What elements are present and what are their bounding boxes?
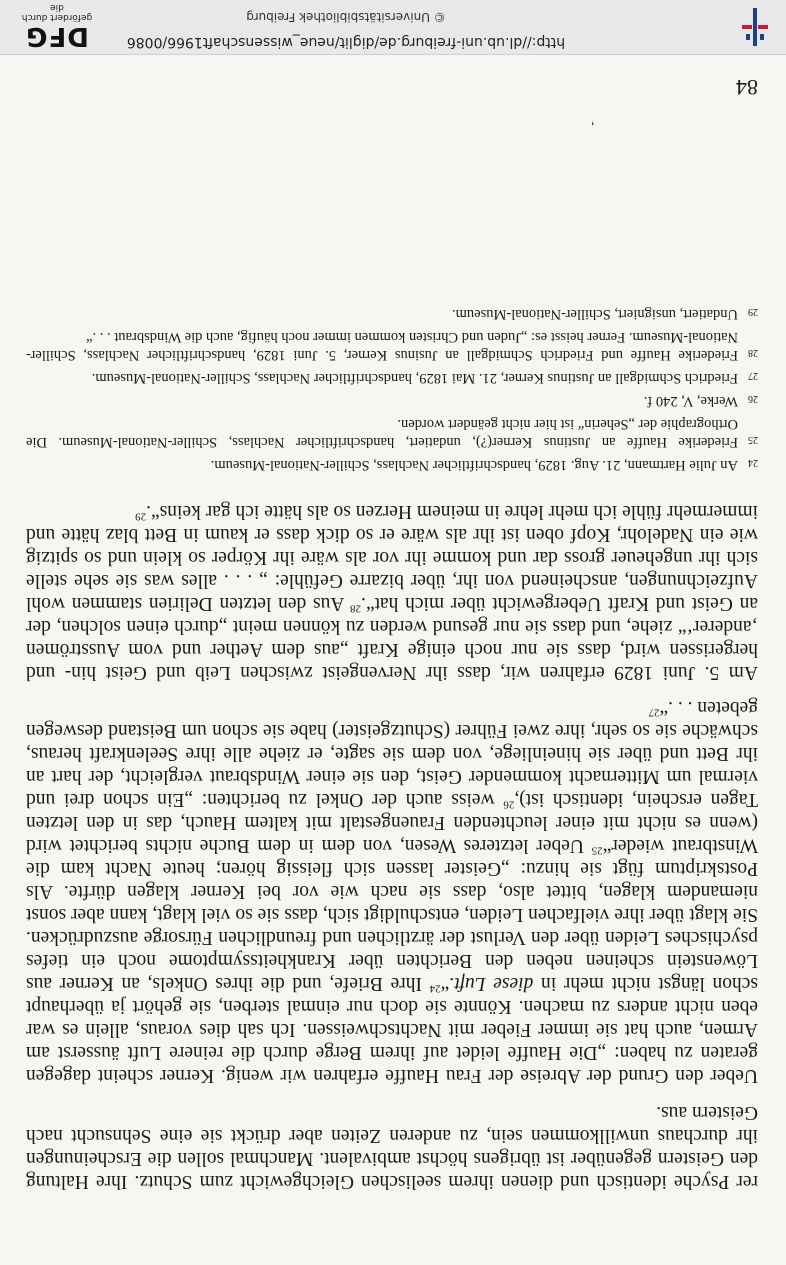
paragraph-3-text-a: Am 5. Juni 1829 erfahren wir, dass ihr Nervengeist zwischen Leib und Geist hin- und hergerissen wird, dass sie nur noch einige Kraft „aus dem Aether und vom Ausströmen ‚anderer‘“ ziehe, und dass sie nur gesund werden zu können meint „durch einen solchen, der an Geist und Kraft Uebergewicht über mich hat“. [26,593,758,683]
dfg-logo-text: DFG [25,21,89,51]
paragraph-2-text-d: weiss auch der Onkel zu berichten: „Ein schon drei und viermal um Mitternacht kommender Geist, den sie einer Windsbraut vergleicht, der hart an ihr Bett und über sie hineinliege, von dem sie sagte, er ziehe alle ihre Seelenkraft heraus, schwäche sie so sehr, ihre zwei Führer (Schutzgeister) habe sie schon um Beistand deswegen gebeten . . .“ [25,697,758,810]
footnote-ref-26: 26 [503,798,515,811]
page-number: 84 [736,75,758,100]
footnote-text: Friederike Hauffe und Friedrich Schmidgall an Jusinus Kerner, 5. Juni 1829, handschriftlicher Nachlass, Schiller-National-Museum. Ferner heisst es: „Juden und Christen kommen immer noch häufig, auch die Windsbraut . . .“ [26,329,738,363]
footnote-ref-25: 25 [591,844,603,857]
footnote-ref-27: 27 [648,706,660,719]
stray-mark: ' [591,112,594,127]
footnote [26,415,758,451]
footnote [26,305,758,323]
paragraph-2-text-b: Ihre Briefe, und die ihres Onkels, an Kerner aus Löwenstein scheinen neben den Berichten über Krankheitssymptome noch ein tiefes psychisches Leiden über den Verlust der ärztlichen und freundlichen Fürsorge auszudrücken. Sie klagt über ihre vielfachen Leiden, entschuldigt sich, dass sie so viel klagt, kann aber sonst niemandem klagen, bittet also, dass sie nach wie vor bei Kerner klagen dürfte. Als Postskriptum fügt sie hinzu: „Geister lassen sich fleissig hören; heute Nacht kam die Winstbraut wieder“ [26,835,758,994]
footnote-number: 26 [748,393,758,404]
page-body [26,300,758,1193]
paragraph-2-text-c: Ueber letzteres Wesen, von dem in dem Buche nichts berichtet wird (wenn es nicht mit einer leuchtenden Frauengestalt mit kaltem Hauch, das in den letzten Tagen erschein, identisch ist), [26,789,758,856]
paragraph-3-text-b: Aus den letzten Delirien stammen wohl Aufzeichnungen, anscheinend von ihr, über bizarre Gefühle: „ . . . alles was sie sehe stelle sich ihr ungeheuer gross dar und komme ihr vor als wäre ihr Körper so klein und so spitzig wie ein Nadelohr, Kopf oben ist ihr als wäre er so dick dass er kaum in Bett blaz hätte und immermehr fühle ich mehr lehre in meinem Herzen so als hätte ich gar keins“. [26,501,758,614]
paragraph-2: Ueber den Grund der Abreise der Frau Hauffe erfahren wir wenig. Kerner scheint dagegen geraten zu haben: „Die Hauffe leidet auf ihrem Berge durch die reinere Luft äusserst am Armen, auch hat sie immer Fieber mit Nachtschweissen. Ich sah dies voraus, allein es war eben nicht anders zu machen. Könnte sie doch nur einmal sterben, sie gehört ja überhaupt schon längst nicht mehr in diese Luft.“$^{24}$ Ihre Briefe, und die ihres Onkels, an Kerner aus Löwenstein scheinen neben den Berichten über Krankheitssymptome noch ein tiefes psychisches Leiden über den Verlust der ärztlichen und freundlichen Fürsorge auszudrücken. Sie klagt über ihre vielfachen Leiden, entschuldigt sich, dass sie so viel klagt, kann aber sonst niemandem klagen, bittet also, dass sie nach wie vor bei Kerner klagen dürfte. Als Postskriptum fügt sie hinzu: „Geister lassen sich fleissig hören; heute Nacht kam die Winstbraut wieder“$^{25}$ Ueber letzteres Wesen, von dem in dem Buche nichts berichtet wird (wenn es nicht mit einer leuchtenden Frauengestalt mit kaltem Hauch, das in den letzten Tagen erschein, identisch ist),$^{26}$ weiss auch der Onkel zu berichten: „Ein schon drei und viermal um Mitternacht kommender Geist, den sie einer Windsbraut vergleicht, der hart an ihr Bett und über sie hineinliege, von dem sie sagte, er ziehe alle ihre Seelenkraft heraus, schwäche sie so sehr, ihre zwei Führer (Schutzgeister) habe sie schon um Beistand deswegen gebeten . . .“$^{27}$ [25,697,758,1086]
copyright-notice: © Universitätsbibliothek Freiburg [246,10,446,24]
footnote-text: Werke, V, 240 f. [643,393,738,409]
ub-freiburg-logo-icon [742,8,768,46]
dfg-logo-subtext: gefördert durch die [21,2,93,22]
footnote [26,328,758,364]
dfg-logo [14,2,100,50]
footnote-number: 29 [748,306,758,317]
footnote [26,456,758,474]
footnote-text: An Julie Hartmann, 21. Aug. 1829, handschriftlicher Nachlass, Schiller-National-Museum. [210,457,738,473]
footnote-text: Friederike Hauffe an Justinus Kerner(?), undatiert, handschriftlicher Nachlass, Schiller-National-Museum. Die Orthographie der „Seherin“ ist hier nicht geändert worden. [26,416,738,450]
footnote-number: 28 [748,347,758,358]
footnote [26,392,758,410]
footnote-number: 27 [748,370,758,381]
footnote [26,369,758,387]
paragraph-1: rer Psyche identisch und dienen ihrem seelischen Gleichgewicht zum Schutz. Ihre Haltung den Geistern gegenüber ist übrigens höchst ambivalent. Manchmal sollen die Erscheinungen ihr durchaus unwillkommen sein, zu anderen Zeiten aber drückt sie eine Sehnsucht nach Geistern aus. [26,1102,758,1192]
footnote-text: Undatiert, unsigniert, Schiller-National-Museum. [451,306,738,322]
footnote-number: 24 [748,457,758,468]
paragraph-3 [26,500,758,684]
digitization-header-bar [0,0,786,55]
emphasis-text: diese Luft [454,973,534,994]
permalink-url[interactable]: http://dl.ub.uni-freiburg.de/diglit/neue_wissenschaft1966/0086 [126,34,566,50]
footnote-number: 25 [748,434,758,445]
paragraph-2-text-a: Ueber den Grund der Abreise der Frau Hauffe erfahren wir wenig. Kerner scheint dagegen geraten zu haben: „Die Hauffe leidet auf ihrem Berge durch die reinere Luft äusserst am Armen, auch hat sie immer Fieber mit Nachtschweissen. Ich sah dies voraus, allein es war eben nicht anders zu machen. Könnte sie doch nur einmal sterben, sie gehört ja überhaupt schon längst nicht mehr in [26,973,758,1086]
footnote-text: Friedrich Schmidgall an Justinus Kerner, 21. Mai 1829, handschriftlicher Nachlass, Schiller-National-Museum. [91,370,738,386]
footnote-ref-29: 29 [135,510,147,523]
footnotes [26,305,758,474]
footnote-ref-24: 24 [429,982,441,995]
footnote-ref-28: 28 [350,602,362,615]
